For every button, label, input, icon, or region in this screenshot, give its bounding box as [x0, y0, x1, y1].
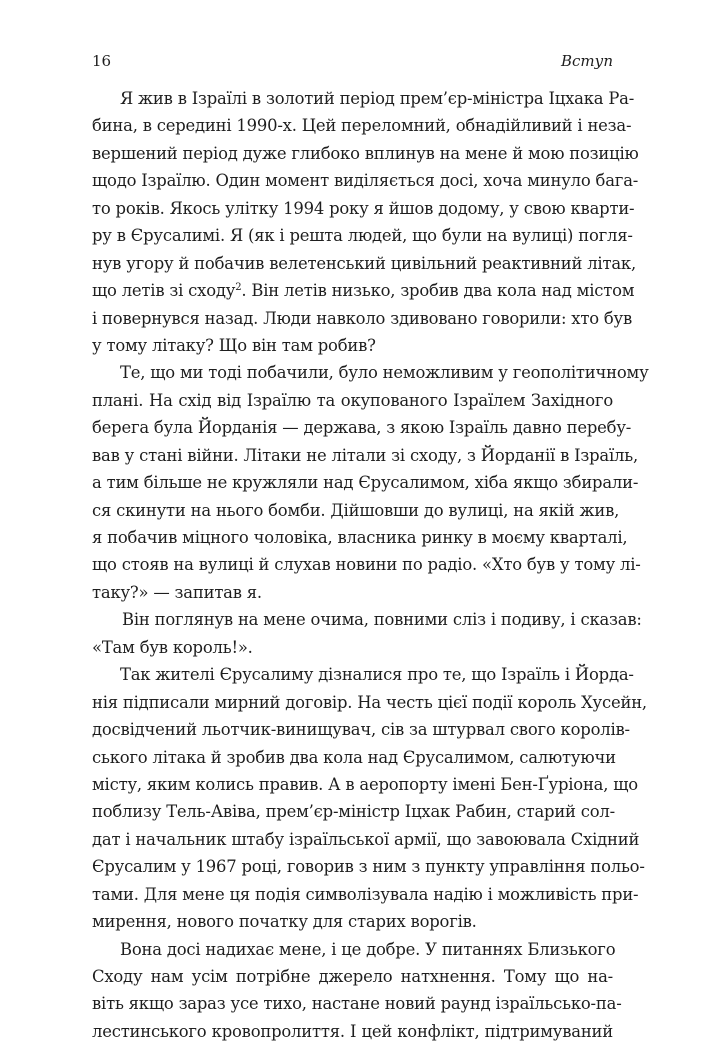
text-line: плані. На схід від Ізраїлю та окупованого Ізраїлем Західного: [92, 390, 613, 410]
text-line: вав у стані війни. Літаки не літали зі сходу, з Йорданії в Ізраїль,: [92, 445, 638, 465]
text-line: дат і начальник штабу ізраїльської армії, що завоювала Східний: [92, 829, 640, 849]
text-line: Єрусалим у 1967 році, говорив з ним з пункту управління польо-: [92, 857, 645, 877]
text-line: Він поглянув на мене очима, повними сліз і подиву, і сказав:: [122, 610, 642, 630]
text-fragment: що летів зі сходу: [92, 281, 236, 301]
text-line: вершений період дуже глибоко вплинув на мене й мою позицію: [92, 143, 639, 163]
paragraph: [92, 936, 622, 1045]
text-line: Сходу нам усім потрібне джерело натхнення. Тому що на-: [92, 967, 613, 986]
text-line: Я жив в Ізраїлі в золотий період прем’єр-міністра Іцхака Ра-: [120, 89, 635, 108]
text-line: то років. Якось улітку 1994 року я йшов додому, у свою кварти-: [92, 198, 635, 218]
text-line: «Там був король!».: [92, 637, 253, 657]
text-line: Так жителі Єрусалиму дізналися про те, що Ізраїль і Йорда-: [120, 665, 634, 685]
text-line: щодо Ізраїлю. Один момент виділяється досі, хоча минуло бага-: [92, 171, 639, 191]
text-line-with-footnote: [92, 277, 635, 304]
footnote-reference[interactable]: 2: [235, 282, 242, 294]
text-line: віть якщо зараз усе тихо, настане новий раунд ізраїльсько-па-: [92, 994, 622, 1014]
text-line: нія підписали мирний договір. На честь цієї події король Хусейн,: [92, 692, 647, 712]
text-line: у тому літаку? Що він там робив?: [92, 335, 376, 355]
text-line: місту, яким колись правив. А в аеропорту імені Бен-Ґуріона, що: [92, 774, 638, 794]
text-line: я побачив міцного чоловіка, власника ринку в моєму кварталі,: [92, 528, 628, 547]
text-fragment: . Він летів низько, зробив два кола над містом: [241, 281, 635, 301]
paragraph: [92, 359, 649, 606]
paragraph: [92, 661, 647, 935]
text-line: берега була Йорданія — держава, з якою Ізраїль давно перебу-: [92, 418, 632, 438]
text-line: Вона досі надихає мене, і це добре. У питаннях Близького: [120, 939, 616, 959]
text-line: що стояв на вулиці й слухав новини по радіо. «Хто був у тому лі-: [92, 555, 641, 575]
text-line: нув угору й побачив велетенський цивільний реактивний літак,: [92, 253, 636, 273]
text-line: і повернувся назад. Люди навколо здивовано говорили: хто був: [92, 308, 633, 328]
text-line: поблизу Тель-Авіва, прем’єр-міністр Іцхак Рабин, старий сол-: [92, 802, 615, 822]
text-line: мирення, нового початку для старих ворогів.: [92, 912, 477, 932]
text-line: досвідчений льотчик-винищувач, сів за штурвал свого королів-: [92, 720, 630, 740]
text-line: бина, в середині 1990-х. Цей переломний, обнадійливий і неза-: [92, 116, 632, 136]
text-line: таку?» — запитав я.: [92, 582, 262, 602]
text-line: лестинського кровопролиття. І цей конфлікт, підтримуваний: [92, 1021, 613, 1041]
text-line: ся скинути на нього бомби. Дійшовши до вулиці, на якій жив,: [92, 500, 620, 520]
paragraph: [92, 606, 642, 661]
page-number: 16: [92, 52, 112, 70]
body-text: [92, 85, 649, 1045]
running-head: [92, 50, 613, 72]
section-title: Вступ: [560, 52, 613, 70]
text-line: ського літака й зробив два кола над Єрусалимом, салютуючи: [92, 747, 616, 767]
text-line: тами. Для мене ця подія символізувала надію і можливість при-: [92, 884, 639, 904]
text-line: а тим більше не кружляли над Єрусалимом, хіба якщо збирали-: [92, 473, 639, 493]
text-line: ру в Єрусалимі. Я (як і решта людей, що були на вулиці) погля-: [92, 226, 633, 246]
text-line: Те, що ми тоді побачили, було неможливим у геополітичному: [120, 363, 649, 383]
paragraph: [92, 85, 639, 359]
